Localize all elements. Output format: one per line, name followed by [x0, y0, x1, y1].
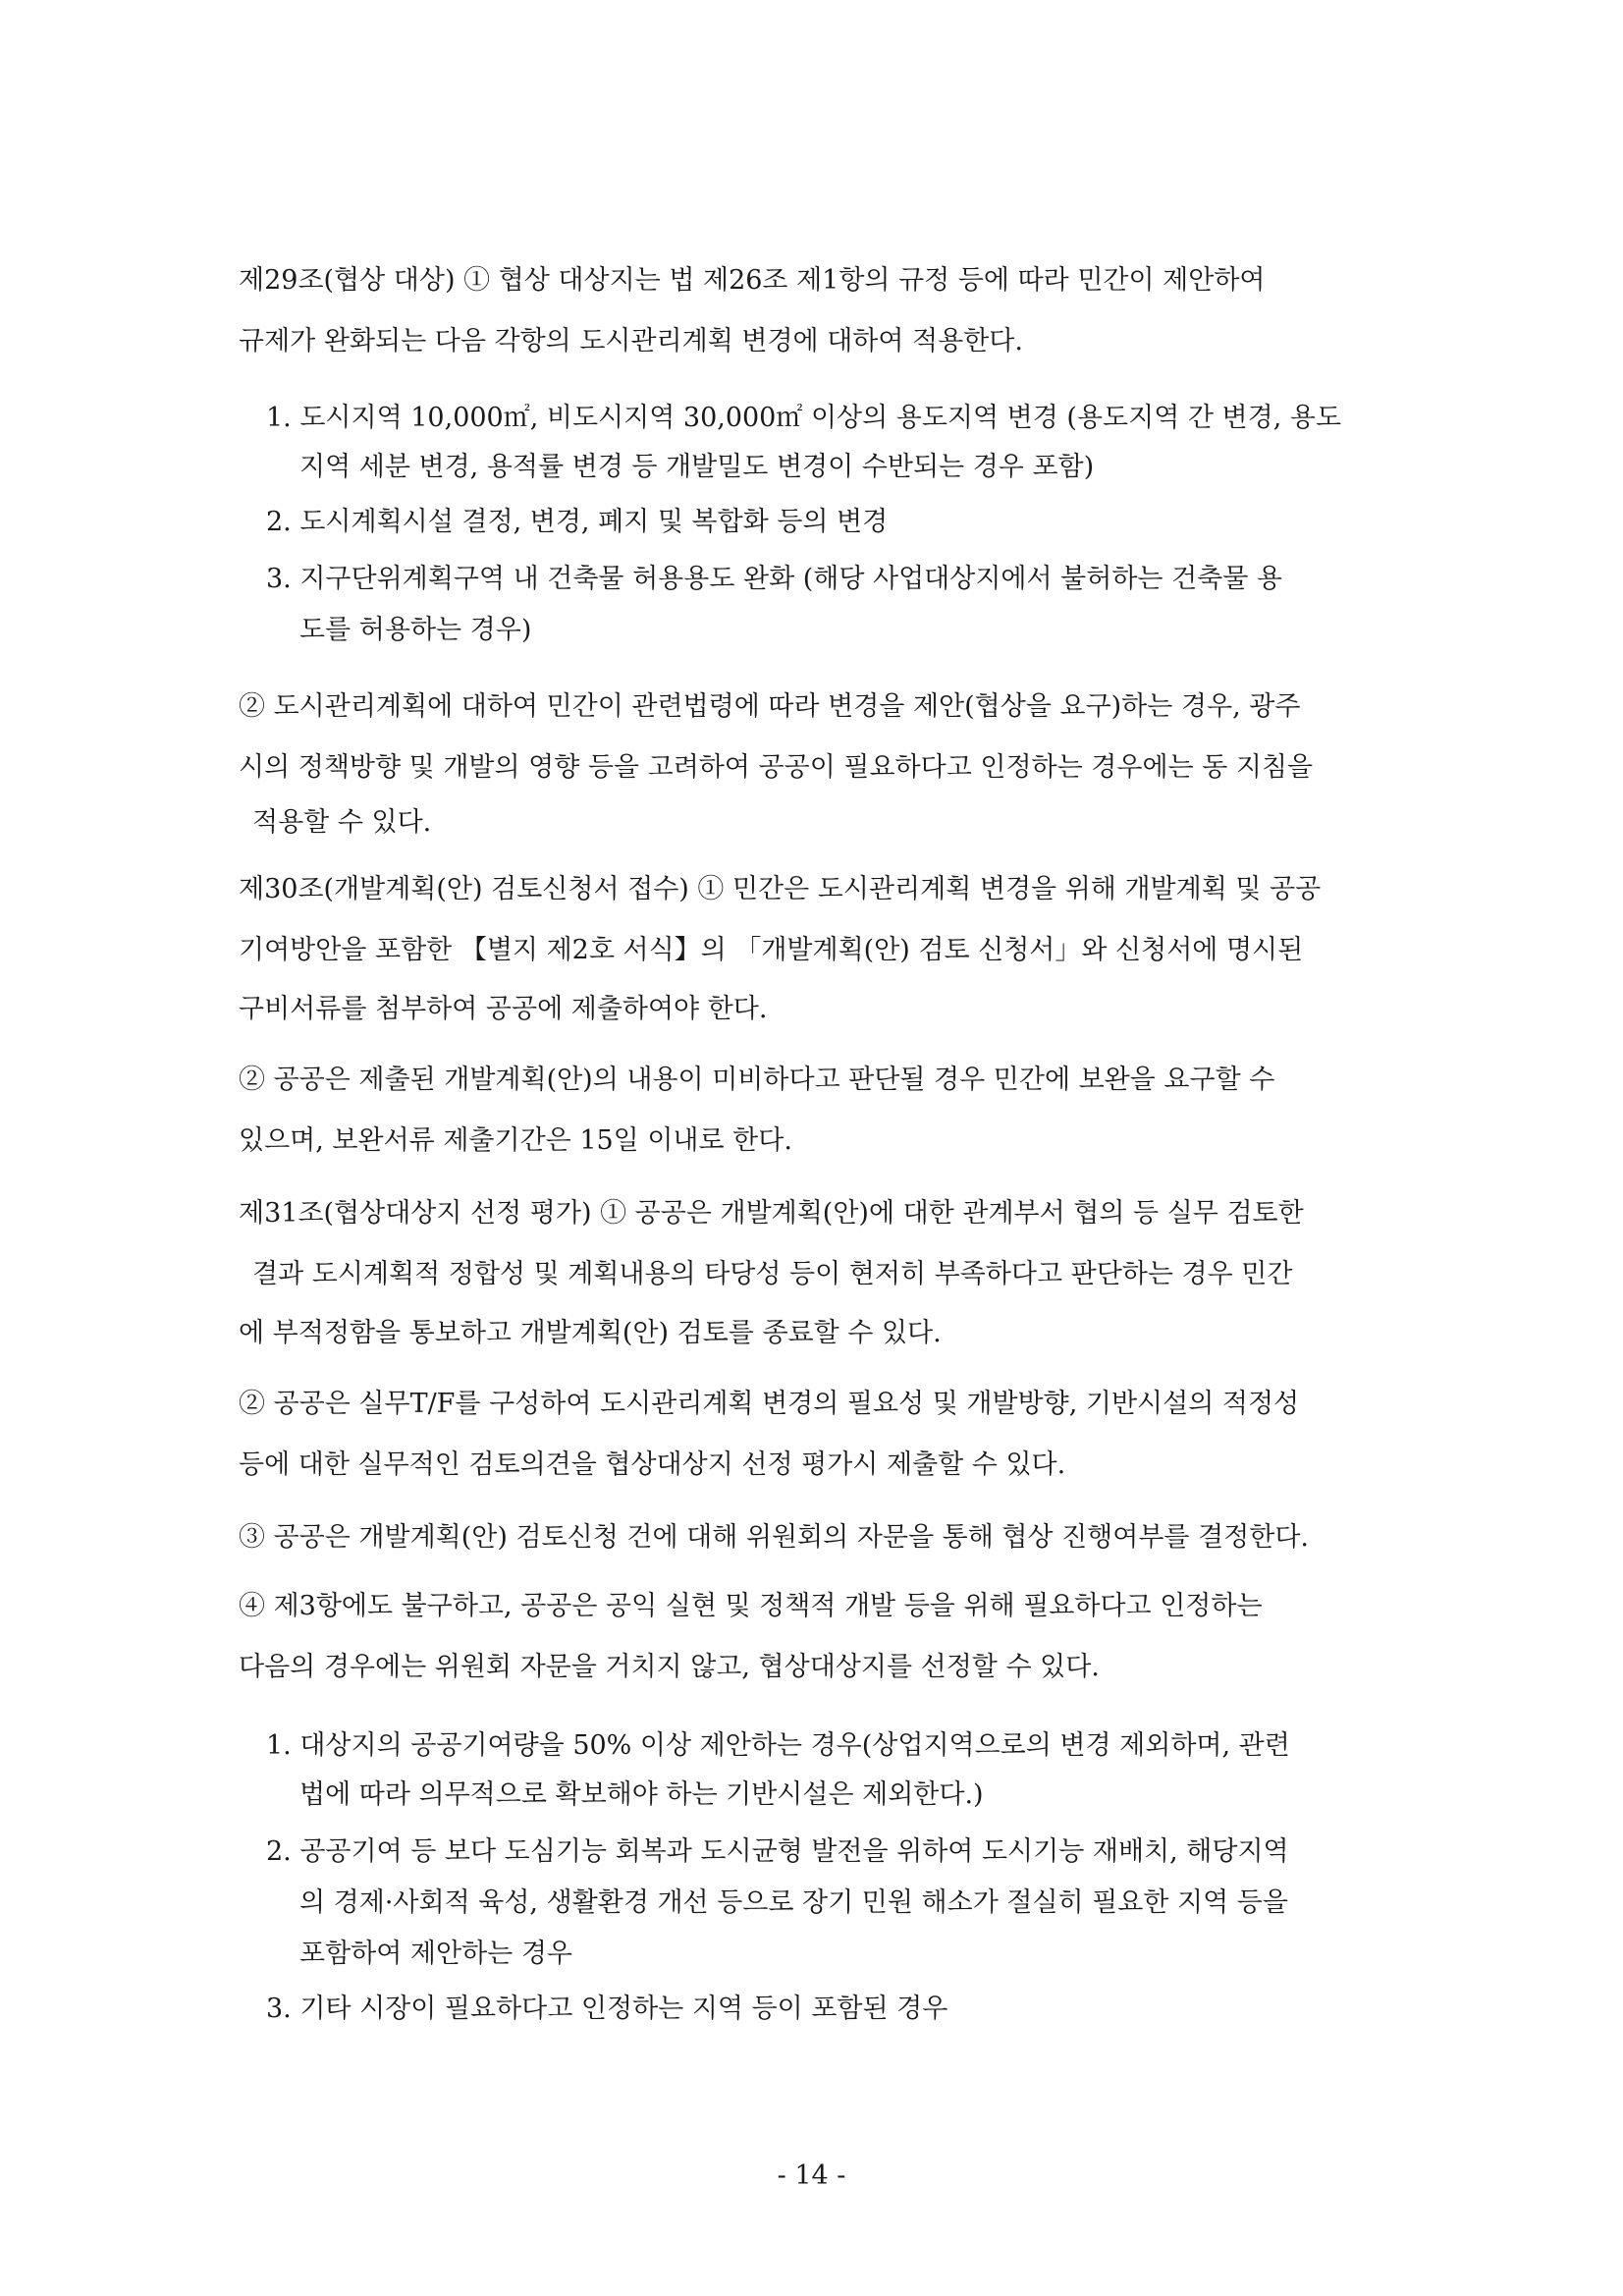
article-31-item-2-line-3: 포함하여 제안하는 경우 — [299, 1939, 572, 1969]
article-31-paragraph-2-line-2: 등에 대한 실무적인 검토의견을 협상대상지 선정 평가시 제출할 수 있다. — [239, 1449, 1066, 1480]
article-31-heading-line-1: 제31조(협상대상지 선정 평가) ① 공공은 개발계획(안)에 대한 관계부서 협의 등 실무 검토한 — [239, 1198, 1304, 1229]
article-29-heading-line-1: 제29조(협상 대상) ① 협상 대상지는 법 제26조 제1항의 규정 등에 따라 민간이 제안하여 — [239, 265, 1266, 296]
article-29-paragraph-2-line-3: 적용할 수 있다. — [252, 807, 432, 838]
article-31-item-2-line-2: 의 경제·사회적 육성, 생활환경 개선 등으로 장기 민원 해소가 절실히 필요한 지역 등을 — [299, 1887, 1288, 1918]
article-29-item-1-line-2: 지역 세분 변경, 용적률 변경 등 개발밀도 변경이 수반되는 경우 포함) — [299, 452, 1095, 482]
article-31-item-2-line-1: 2. 공공기여 등 보다 도심기능 회복과 도시균형 발전을 위하여 도시기능 재배치, 해당지역 — [266, 1836, 1289, 1867]
article-31-heading-line-2: 결과 도시계획적 정합성 및 계획내용의 타당성 등이 현저히 부족하다고 판단하는 경우 민간 — [252, 1259, 1293, 1289]
article-29-heading-line-2: 규제가 완화되는 다음 각항의 도시관리계획 변경에 대하여 적용한다. — [239, 326, 1023, 356]
article-30-heading-line-1: 제30조(개발계획(안) 검토신청서 접수) ① 민간은 도시관리계획 변경을 위해 개발계획 및 공공 — [239, 874, 1322, 904]
article-29-item-3-line-2: 도를 허용하는 경우) — [299, 615, 532, 645]
article-29-item-2: 2. 도시계획시설 결정, 변경, 폐지 및 복합화 등의 변경 — [266, 507, 889, 537]
article-30-paragraph-2-line-2: 있으며, 보완서류 제출기간은 15일 이내로 한다. — [239, 1125, 792, 1156]
article-31-heading-line-3: 에 부적정함을 통보하고 개발계획(안) 검토를 종료할 수 있다. — [239, 1318, 942, 1348]
article-31-item-1-line-1: 1. 대상지의 공공기여량을 50% 이상 제안하는 경우(상업지역으로의 변경 제외하며, 관련 — [266, 1730, 1290, 1761]
article-31-item-1-line-2: 법에 따라 의무적으로 확보해야 하는 기반시설은 제외한다.) — [299, 1779, 984, 1810]
page-number: - 14 - — [777, 2160, 846, 2191]
article-31-item-3: 3. 기타 시장이 필요하다고 인정하는 지역 등이 포함된 경우 — [266, 1994, 948, 2024]
article-30-paragraph-2-line-1: ② 공공은 제출된 개발계획(안)의 내용이 미비하다고 판단될 경우 민간에 보완을 요구할 수 — [239, 1065, 1275, 1095]
article-30-heading-line-2: 기여방안을 포함한 【별지 제2호 서식】의 「개발계획(안) 검토 신청서」와 신청서에 명시된 — [239, 935, 1304, 965]
article-31-paragraph-4-line-1: ④ 제3항에도 불구하고, 공공은 공익 실현 및 정책적 개발 등을 위해 필요하다고 인정하는 — [239, 1591, 1263, 1621]
article-31-paragraph-4-line-2: 다음의 경우에는 위원회 자문을 거치지 않고, 협상대상지를 선정할 수 있다. — [239, 1652, 1100, 1682]
article-29-item-3-line-1: 3. 지구단위계획구역 내 건축물 허용용도 완화 (해당 사업대상지에서 불허하는 건축물 용 — [266, 564, 1282, 594]
article-31-paragraph-3: ③ 공공은 개발계획(안) 검토신청 건에 대해 위원회의 자문을 통해 협상 진행여부를 결정한다. — [239, 1522, 1310, 1553]
article-29-paragraph-2-line-2: 시의 정책방향 및 개발의 영향 등을 고려하여 공공이 필요하다고 인정하는 경우에는 동 지침을 — [239, 752, 1314, 783]
article-29-paragraph-2-line-1: ② 도시관리계획에 대하여 민간이 관련법령에 따라 변경을 제안(협상을 요구)하는 경우, 광주 — [239, 691, 1301, 722]
article-29-item-1-line-1: 1. 도시지역 10,000㎡, 비도시지역 30,000㎡ 이상의 용도지역 변경 (용도지역 간 변경, 용도 — [266, 403, 1342, 433]
article-30-heading-line-3: 구비서류를 첨부하여 공공에 제출하여야 한다. — [239, 994, 768, 1024]
article-31-paragraph-2-line-1: ② 공공은 실무T/F를 구성하여 도시관리계획 변경의 필요성 및 개발방향, 기반시설의 적정성 — [239, 1389, 1300, 1419]
